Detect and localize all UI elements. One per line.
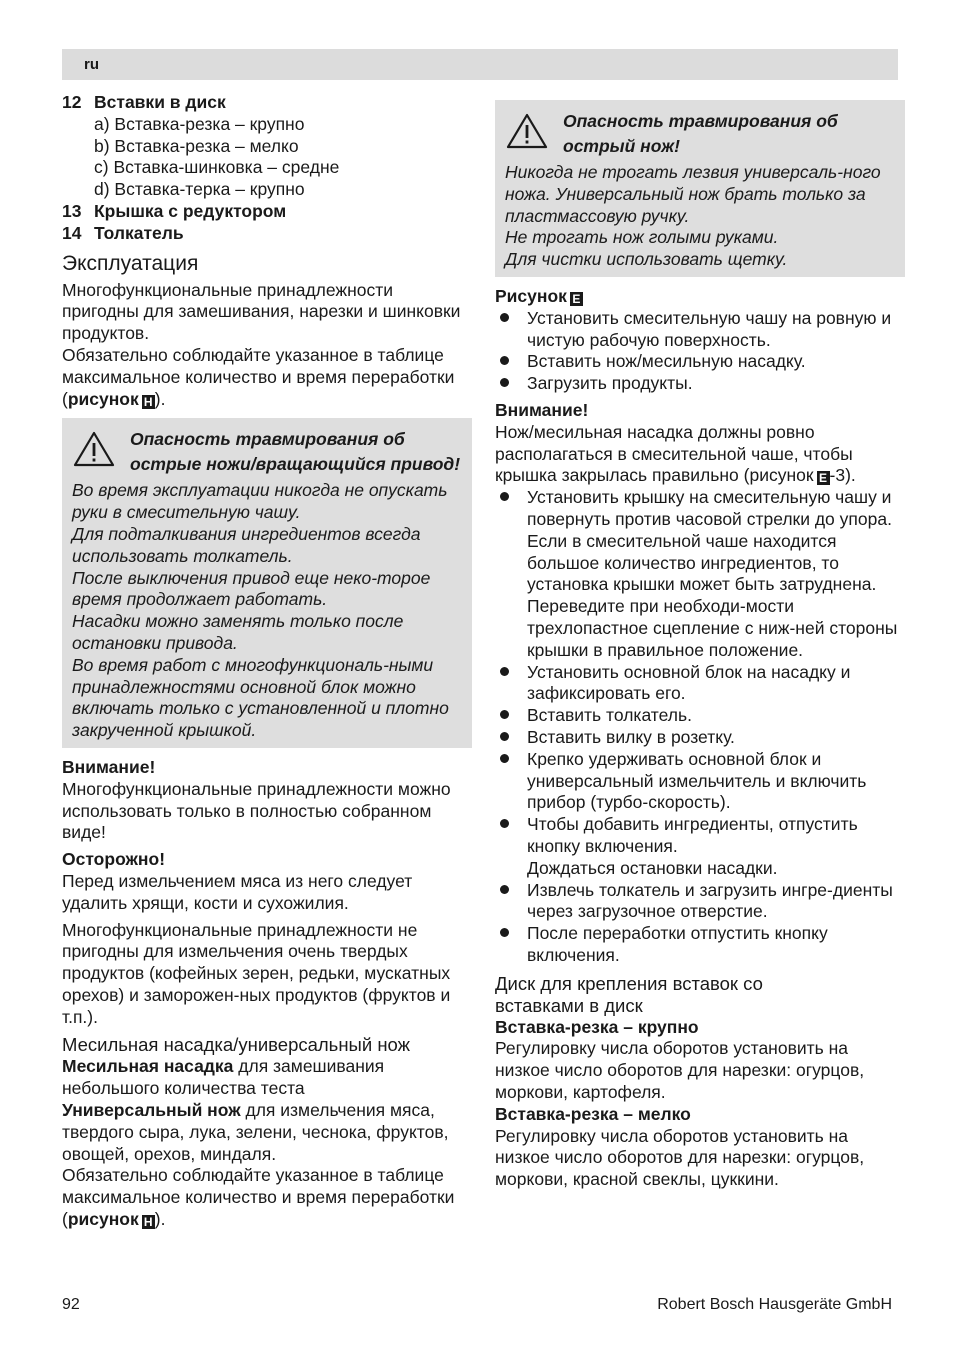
section-heading-knife: Месильная насадка/универсальный нож xyxy=(62,1034,410,1056)
bullet-item: Извлечь толкатель и загрузить ингре-диенты через загрузочное отверстие. xyxy=(495,880,905,924)
bullet-item: Установить основной блок на насадку и зафиксировать его. xyxy=(495,662,905,706)
figure-h-icon xyxy=(142,395,155,409)
bullet-item: Крепко удерживать основной блок и универсальный измельчитель и включить прибор (турбо-скорость). xyxy=(495,749,905,814)
language-code: ru xyxy=(84,56,99,73)
warning-box-knife xyxy=(495,100,905,277)
bullet-item: После переработки отпустить кнопку включения. xyxy=(495,923,905,967)
bullet-item: Вставить нож/месильную насадку. xyxy=(495,351,905,373)
left-column xyxy=(62,92,472,1231)
bullet-item: Установить крышку на смесительную чашу и повернуть против часовой стрелки до упора. Если в смесительной чаше находится большое количество ингредиентов, то установка крышки может быть затруднена. Переведите при необходи-мости трехлопастное сцепление с ниж-ней стороны крышки в правильное положение. xyxy=(495,487,905,661)
warning-line: Насадки можно заменять только после остановки привода. xyxy=(72,611,404,653)
warning-line: Во время эксплуатации никогда не опускать руки в смесительную чашу. xyxy=(72,480,448,523)
warning-line: Никогда не трогать лезвия универсаль-ного ножа. Универсальный нож брать только за пластмассовую ручку. xyxy=(505,162,881,226)
warning-triangle-icon xyxy=(72,427,130,468)
figure-e-icon xyxy=(570,292,583,306)
coarse-text: Регулировку числа оборотов установить на низкое число оборотов для нарезки: огурцов, моркови, картофеля. xyxy=(495,1038,865,1103)
warning-line: Не трогать нож голыми руками. xyxy=(505,227,779,248)
page-number: 92 xyxy=(62,1296,80,1313)
sub-item-d: d) Вставка-терка – крупно xyxy=(94,179,305,200)
language-bar xyxy=(62,49,898,80)
attention-label: Внимание! xyxy=(495,399,589,420)
knife-paragraph: Универсальный нож для измельчения мяса, твердого сыра, лука, зелени, чеснока, фруктов, овощей, орехов, миндаля. xyxy=(62,1100,449,1164)
warning-line: Во время работ с многофункциональ-ными принадлежностями основной блок можно включать только с установленной и плотно закрученной крышкой. xyxy=(72,654,449,741)
warning-title: Опасность травмирования об острый нож! xyxy=(563,111,838,156)
list-item-14: 14 Толкатель xyxy=(62,222,184,243)
right-column xyxy=(495,92,905,1191)
warning-line: Для чистки использовать щетку. xyxy=(505,249,788,270)
knife-note: Обязательно соблюдайте указанное в таблице максимальное количество и время переработки (рисунокH ). xyxy=(62,1165,472,1230)
intro-text: Многофункциональные принадлежности пригодны для замешивания, нарезки и шинковки продуктов. xyxy=(62,279,461,344)
warning-line: После выключения привод еще неко-торое время продолжает работать. xyxy=(72,567,431,610)
warning-box-knives xyxy=(62,418,472,748)
attention-text: Нож/месильная насадка должны ровно располагаться в смесительной чаше, чтобы крышка закрылась правильно (рисунокE -3). xyxy=(495,422,905,487)
caution-text-2: Многофункциональные принадлежности не пригодны для измельчения очень твердых продуктов (кофейных зерен, редьки, мускатных орехов) и заморожен-ных продуктов (фруктов и т.п.). xyxy=(62,919,451,1027)
bullet-item: Вставить вилку в розетку. xyxy=(495,727,905,749)
section-heading-use: Эксплуатация xyxy=(62,251,199,275)
attention-text: Многофункциональные принадлежности можно использовать только в полностью собранном виде! xyxy=(62,778,451,843)
sub-item-b: b) Вставка-резка – мелко xyxy=(94,135,299,156)
list-item-12: 12 Вставки в диск xyxy=(62,92,226,112)
section-heading-disc: Диск для крепления вставок со вставками в диск xyxy=(495,972,763,1016)
fine-label: Вставка-резка – мелко xyxy=(495,1103,691,1124)
list-item-13: 13 Крышка с редуктором xyxy=(62,200,287,221)
sub-item-c: c) Вставка-шинковка – средне xyxy=(94,157,340,178)
kneading-paragraph: Месильная насадка для замешивания небольшого количества теста xyxy=(62,1056,385,1099)
bullet-item: Загрузить продукты. xyxy=(495,373,905,395)
caution-label: Осторожно! xyxy=(62,849,166,870)
figure-label: РисунокE xyxy=(495,286,905,308)
caution-text: Перед измельчением мяса из него следует удалить хрящи, кости и сухожилия. xyxy=(62,870,413,913)
bullet-item: Установить смесительную чашу на ровную и чистую рабочую поверхность. xyxy=(495,308,905,352)
intro-note: Обязательно соблюдайте указанное в таблице максимальное количество и время переработки (рисунокH ). xyxy=(62,345,472,410)
bullet-item: Вставить толкатель. xyxy=(495,705,905,727)
warning-line: Для подталкивания ингредиентов всегда использовать толкатель. xyxy=(72,523,421,566)
warning-triangle-icon xyxy=(505,109,563,150)
warning-title: Опасность травмирования об острые ножи/вращающийся привод! xyxy=(130,429,461,475)
bullet-item: Чтобы добавить ингредиенты, отпустить кнопку включения. Дождаться остановки насадки. xyxy=(495,814,905,879)
coarse-label: Вставка-резка – крупно xyxy=(495,1016,699,1037)
figure-e-icon xyxy=(817,471,830,485)
company-name: Robert Bosch Hausgeräte GmbH xyxy=(657,1296,892,1313)
sub-item-a: a) Вставка-резка – крупно xyxy=(94,113,305,134)
fine-text: Регулировку числа оборотов установить на низкое число оборотов для нарезки: огурцов, моркови, красной свеклы, цуккини. xyxy=(495,1125,865,1190)
figure-h-icon xyxy=(142,1215,155,1229)
attention-label: Внимание! xyxy=(62,756,156,777)
